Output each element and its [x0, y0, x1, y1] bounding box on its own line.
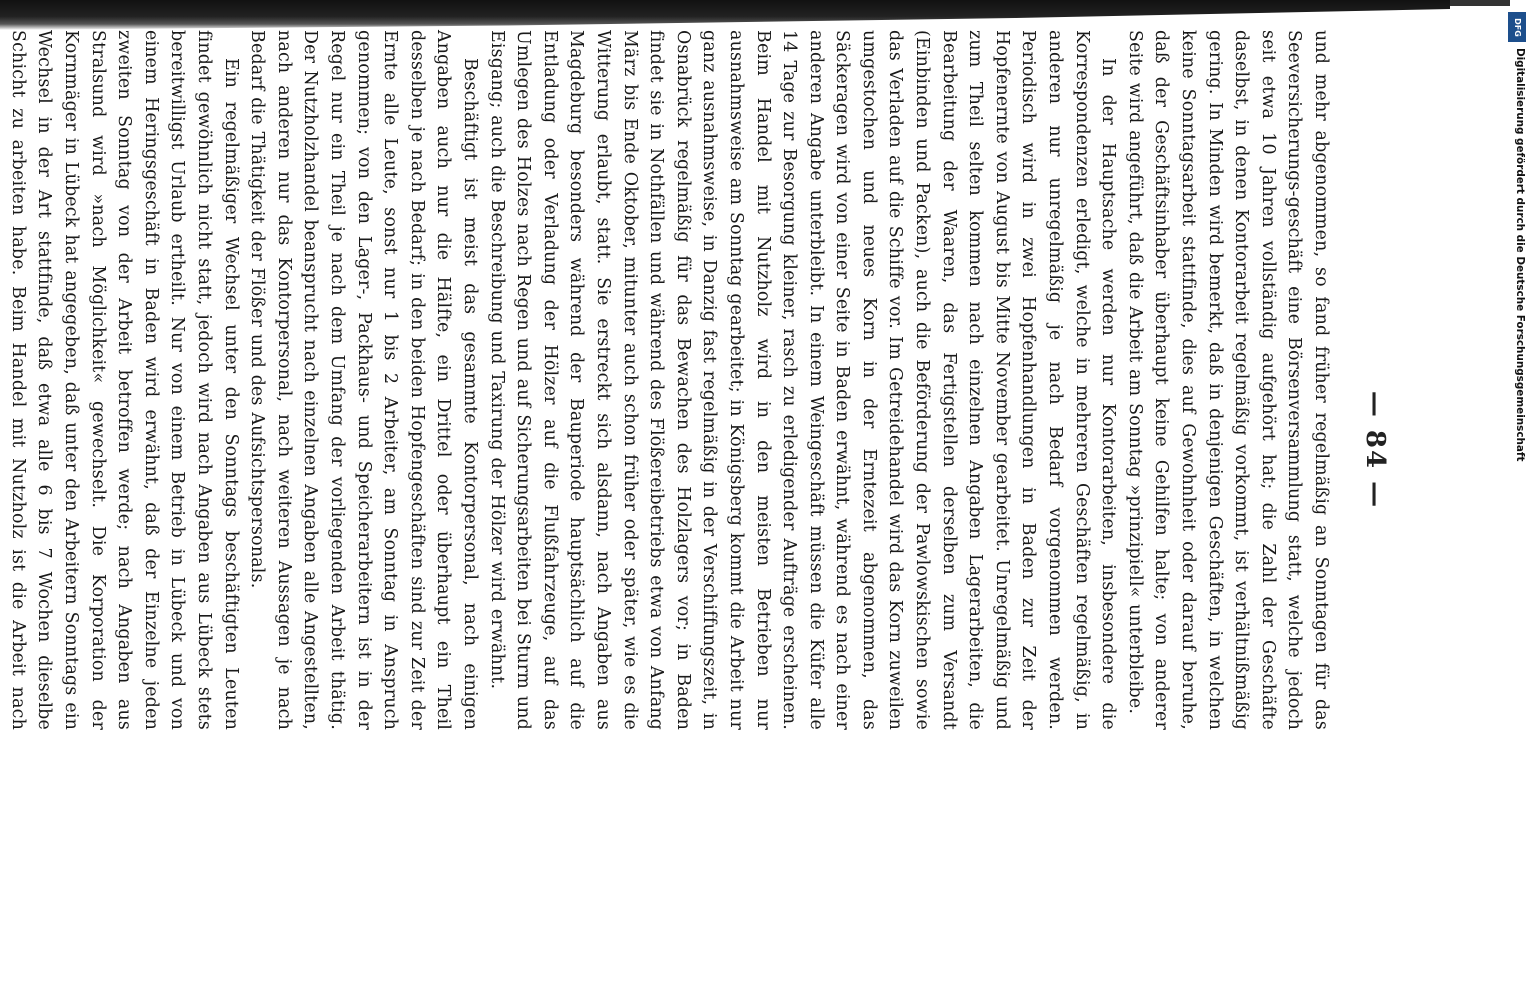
- dfg-logo-text: DFG: [1512, 17, 1522, 37]
- dfg-logo: [1508, 12, 1526, 42]
- scanned-page: [7, 30, 1420, 930]
- paragraph-1: und mehr abgenommen, so fand früher regelmäßig an Sonntagen für das Seeversicherungs-geschäft eine Börsenversammlung statt, welche jedoch seit etwa 10 Jahren vollständig aufgehört hat; die Zahl der Geschäfte daselbst, in denen Kontorarbeit regelmäßig vorkommt, ist verhältnißmäßig gering. In Minden wird bemerkt, daß in denjenigen Geschäften, in welchen keine Sonntagsarbeit stattfinde, dies auf Gewohnheit oder darauf beruhe, daß der Geschäftsinhaber überhaupt keine Gehilfen halte; von anderer Seite wird angeführt, daß die Arbeit am Sonntag »prinzipiell« unterbleibe.: [1124, 30, 1331, 730]
- scan-edge-shadow-right: [1450, 0, 1510, 6]
- paragraph-3: Beschäftigt ist meist das gesammte Kontorpersonal, nach einigen Angaben auch nur die Hälfte, ein Drittel oder überhaupt ein Theil desselben je nach Bedarf; in den beiden Hopfengeschäften sind zur Zeit der Ernte alle Leute, sonst nur 1 bis 2 Arbeiter, am Sonntag in Anspruch genommen; von den Lager-, Packhaus- und Speicherarbeitern ist in der Regel nur ein Theil je nach dem Umfang der vorliegenden Arbeit thätig. Der Nutzholzhandel beansprucht nach einzelnen Angaben alle Angestellten, nach anderen nur das Kontorpersonal, nach weiteren Aussagen je nach Bedarf die Thätigkeit der Flößer und des Aufsichtspersonals.: [247, 30, 480, 730]
- dfg-credit-text: Digitalisierung gefördert durch die Deutsche Forschungsgemeinschaft: [1514, 48, 1526, 462]
- paragraph-4: Ein regelmäßiger Wechsel unter den Sonntags beschäftigten Leuten findet gewöhnlich nicht statt, jedoch wird nach Angaben aus Lübeck stets bereitwilligst Urlaub ertheilt. Nur von einem Betrieb in Lübeck und von einem Heringsgeschäft in Baden wird erwähnt, daß der Einzelne jeden zweiten Sonntag von der Arbeit betroffen werde; nach Angaben aus Stralsund wird »nach Möglichkeit« gewechselt. Die Korporation der Kornmäger in Lübeck hat angegeben, daß unter den Arbeitern Sonntags ein Wechsel in der Art stattfinde, daß etwa alle 6 bis 7 Wochen dieselbe Schicht zu arbeiten habe. Beim Handel mit Nutzholz ist die Arbeit nach: [7, 30, 241, 730]
- rotated-page-content: [7, 30, 1390, 950]
- page-number: — 84 —: [1360, 390, 1390, 510]
- paragraph-2: In der Hauptsache werden nur Kontorarbeiten, insbesondere die Korrespondenzen erledigt, welche in mehreren Geschäften regelmäßig, in anderen nur unregelmäßig je nach Bedarf vorgenommen werden. Periodisch wird in zwei Hopfenhandlungen in Baden zur Zeit der Hopfenernte von August bis Mitte November gearbeitet. Unregelmäßig und zum Theil selten kommen nach einzelnen Angaben Lagerarbeiten, die Bearbeitung der Waaren, das Fertigstellen derselben zum Versandt (Einbinden und Packen), auch die Beförderung der Pawlowskischen sowie das Verladen auf die Schiffe vor. Im Getreidehandel wird das Korn zuweilen umgestochen und neues Korn in der Erntezeit abgenommen, das Säckeragen wird von einer Seite in Baden erwähnt, während es nach einer anderen Angabe unterbleibt. In einem Weingeschäft müssen die Küfer alle 14 Tage zur Besorgung kleiner, rasch zu erledigender Aufträge erscheinen. Beim Handel mit Nutzholz wird in den meisten Betrieben nur ausnahmsweise am Sonntag gearbeitet; in Königsberg kommt die Arbeit nur ganz ausnahmsweise, in Danzig fast regelmäßig in der Verschiffungszeit, in Osnabrück regelmäßig für das Bewachen des Holzlagers vor; in Baden findet sie in Nothfällen und während des Flößereibetriebs etwa von Anfang März bis Ende Oktober, mitunter auch schon früher oder später, wie es die Witterung erlaubt, statt. Sie erstreckt sich alsdann, nach Angaben aus Magdeburg besonders während der Bauperiode hauptsächlich auf die Entladung oder Verladung der Hölzer auf die Flußfahrzeuge, auf das Umlegen des Holzes nach Regen und auf Sicherungsarbeiten bei Sturm und Eisgang; auch die Beschreibung und Taxirung der Hölzer wird erwähnt.: [486, 30, 1119, 730]
- page-body-text: [7, 30, 1334, 730]
- scan-edge-shadow: [0, 0, 1450, 30]
- dfg-sidebar: [1508, 12, 1528, 462]
